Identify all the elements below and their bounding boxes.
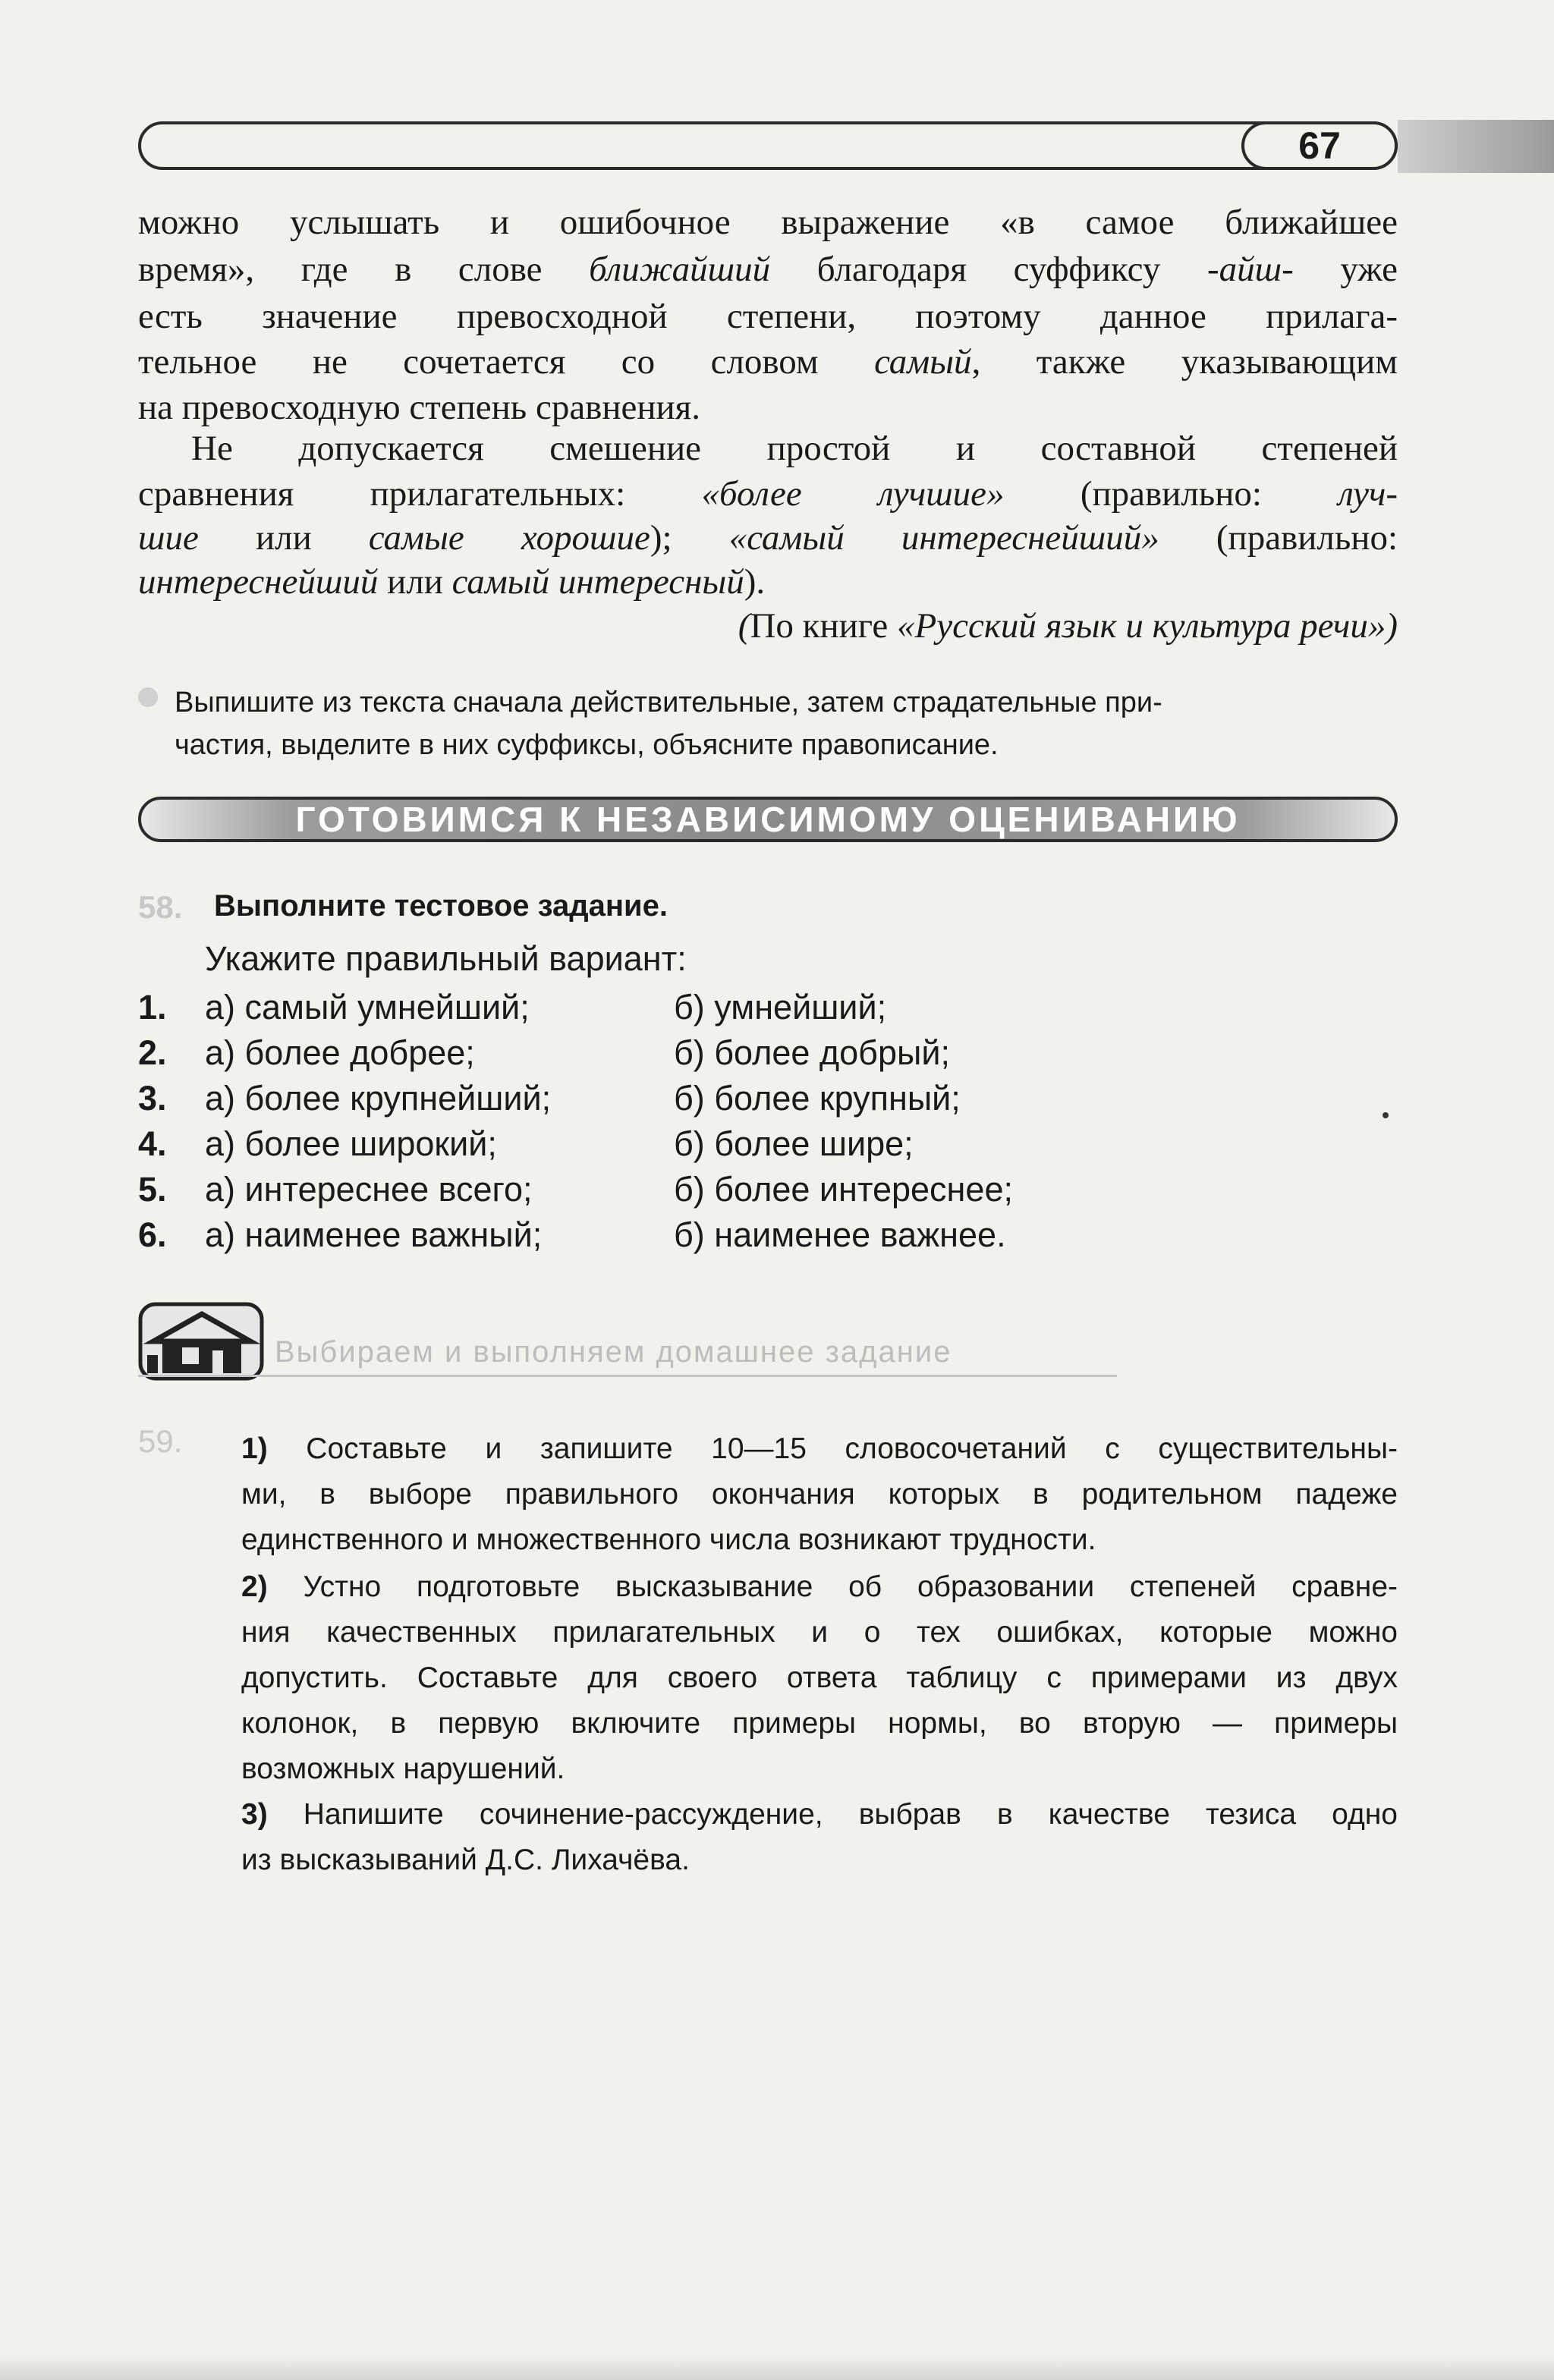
homework-underline [138, 1375, 1117, 1377]
test-item-number: 5. [138, 1170, 167, 1209]
homework-line: 3) Напишите сочинение-рассуждение, выбрав в качестве тезиса одно [241, 1798, 1398, 1831]
body-line: интереснейший или самый интересный). [138, 562, 766, 602]
body-line: шие или самые хорошие); «самый интереснейший» (правильно: [138, 518, 1398, 558]
test-item [138, 985, 1276, 1030]
homework-line: ми, в выборе правильного окончания которых в родительном падеже [241, 1478, 1398, 1511]
test-item-option-a: а) более широкий; [205, 1124, 497, 1163]
page-header-bar [138, 121, 1398, 170]
test-item-number: 3. [138, 1079, 167, 1118]
task-subtitle: Укажите правильный вариант: [205, 939, 687, 978]
test-item [138, 1076, 1276, 1121]
task-title: Выполните тестовое задание. [214, 889, 668, 923]
test-item-option-b: б) более интереснее; [674, 1170, 1013, 1209]
test-item [138, 1167, 1276, 1212]
homework-title: Выбираем и выполняем домашнее задание [275, 1335, 952, 1369]
test-item-number: 4. [138, 1124, 167, 1163]
body-line: есть значение превосходной степени, поэтому данное прилага- [138, 297, 1398, 336]
test-item [138, 1121, 1276, 1167]
homework-line: единственного и множественного числа возникают трудности. [241, 1523, 1096, 1556]
homework-line: ния качественных прилагательных и о тех ошибках, которые можно [241, 1616, 1398, 1649]
homework-line: из высказываний Д.С. Лихачёва. [241, 1844, 690, 1876]
test-item-option-a: а) более добрее; [205, 1033, 475, 1072]
test-item-option-a: а) более крупнейший; [205, 1079, 552, 1118]
task-number: 59. [138, 1423, 183, 1459]
homework-line: возможных нарушений. [241, 1753, 565, 1785]
test-item-option-b: б) более крупный; [674, 1079, 961, 1118]
homework-line: колонок, в первую включите примеры нормы, во вторую — примеры [241, 1707, 1398, 1740]
source-citation: (По книге «Русский язык и культура речи») [738, 606, 1398, 646]
test-item [138, 1212, 1276, 1258]
test-item-option-a: а) интереснее всего; [205, 1170, 533, 1209]
body-line: на превосходную степень сравнения. [138, 388, 701, 427]
header-decoration [1398, 120, 1554, 173]
test-item-option-a: а) наименее важный; [205, 1215, 543, 1254]
homework-line: 2) Устно подготовьте высказывание об образовании степеней сравне- [241, 1570, 1398, 1603]
test-item-number: 2. [138, 1033, 167, 1072]
body-line: тельное не сочетается со словом самый, также указывающим [138, 342, 1398, 382]
section-banner [138, 797, 1398, 842]
house-icon [138, 1302, 264, 1381]
body-line: время», где в слове ближайший благодаря суффиксу -айш- уже [138, 250, 1398, 289]
body-line: можно услышать и ошибочное выражение «в самое ближайшее [138, 203, 1398, 242]
homework-line: 1) Составьте и запишите 10—15 словосочетаний с существительны- [241, 1432, 1398, 1465]
test-item-number: 1. [138, 988, 167, 1027]
test-item-number: 6. [138, 1215, 167, 1254]
section-banner-title: ГОТОВИМСЯ К НЕЗАВИСИМОМУ ОЦЕНИВАНИЮ [295, 800, 1241, 839]
test-item-option-b: б) умнейший; [674, 988, 887, 1027]
page-edge [0, 2355, 1554, 2380]
task-number: 58. [138, 889, 183, 925]
instruction-line: частия, выделите в них суффиксы, объясните правописание. [175, 729, 999, 761]
body-line: Не допускается смешение простой и составной степеней [191, 429, 1398, 468]
instruction-line: Выпишите из текста сначала действительные, затем страдательные при- [175, 687, 1162, 718]
test-item-option-a: а) самый умнейший; [205, 988, 530, 1027]
body-line: сравнения прилагательных: «более лучшие» (правильно: луч- [138, 474, 1398, 514]
test-item-option-b: б) более добрый; [674, 1033, 950, 1072]
test-item [138, 1030, 1276, 1076]
test-item-option-b: б) наименее важнее. [674, 1215, 1006, 1254]
stray-dot [1383, 1112, 1389, 1118]
bullet-icon [138, 687, 158, 707]
test-item-option-b: б) более шире; [674, 1124, 914, 1163]
page-number: 67 [1241, 121, 1398, 170]
homework-line: допустить. Составьте для своего ответа таблицу с примерами из двух [241, 1662, 1398, 1694]
